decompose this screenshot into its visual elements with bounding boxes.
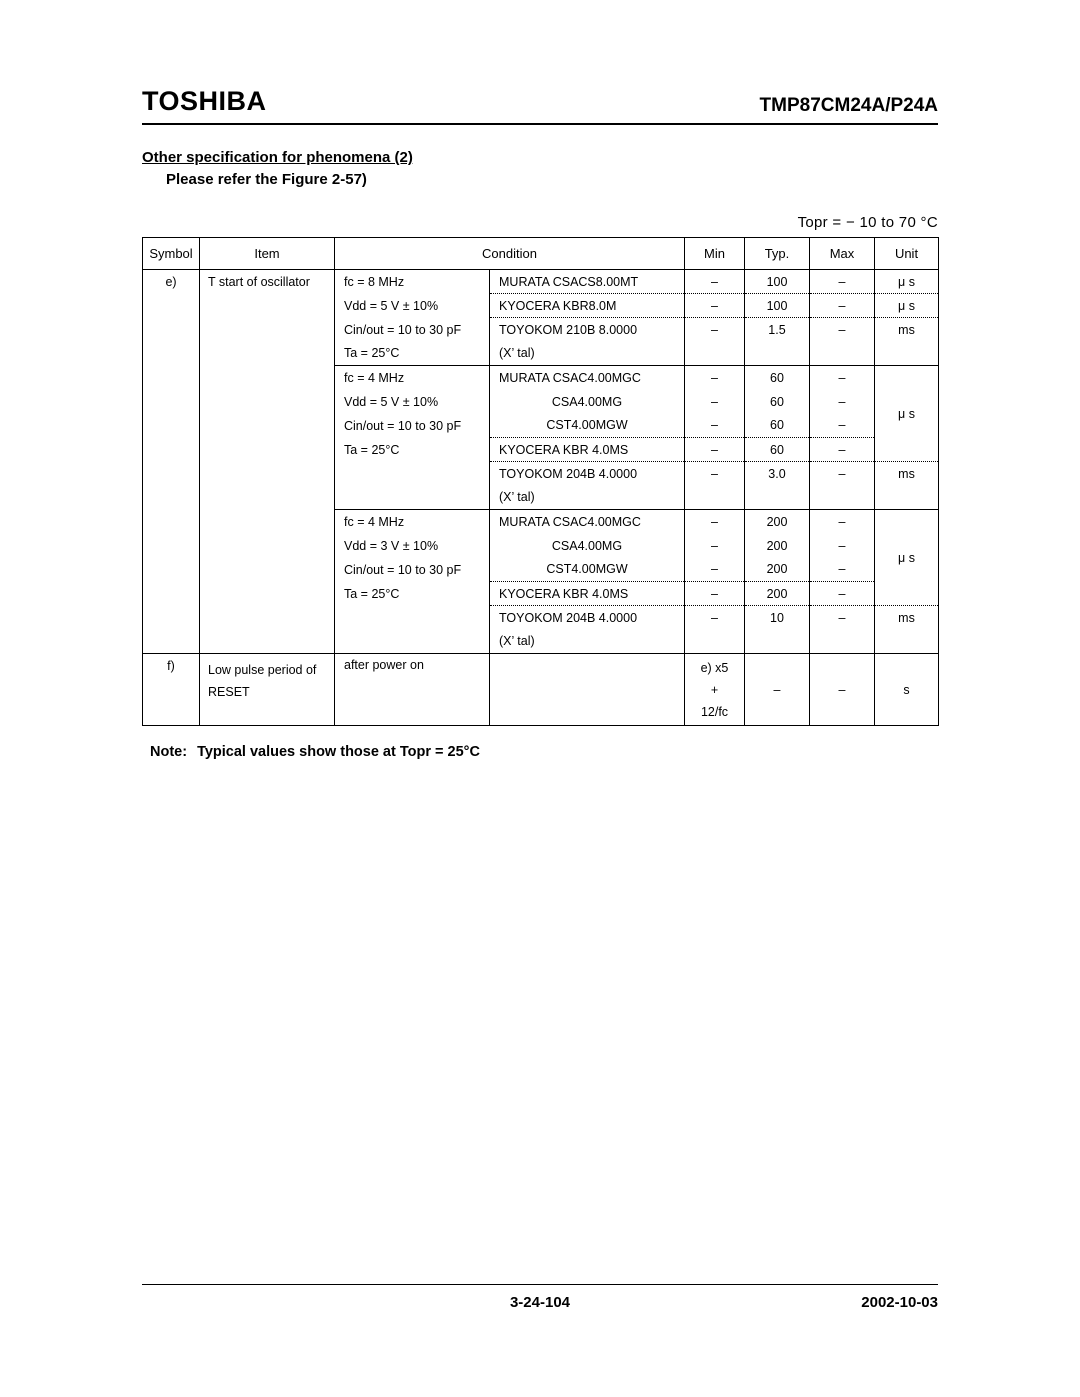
symbol-cell: e) bbox=[143, 270, 200, 654]
col-header-condition: Condition bbox=[335, 238, 685, 270]
typ-cell: 60 bbox=[745, 390, 810, 414]
min-cell bbox=[685, 342, 745, 366]
item-line: Low pulse period of bbox=[208, 663, 317, 677]
typ-cell bbox=[745, 486, 810, 510]
condition-cell: Ta = 25°C bbox=[335, 582, 490, 606]
max-cell: – bbox=[810, 366, 875, 390]
item-cell: T start of oscillator bbox=[200, 270, 335, 654]
typ-cell: 200 bbox=[745, 558, 810, 582]
condition-cell: fc = 8 MHz bbox=[335, 270, 490, 294]
brand-logo: TOSHIBA bbox=[142, 86, 267, 116]
typ-cell: 200 bbox=[745, 534, 810, 558]
condition-cell bbox=[335, 462, 490, 486]
max-cell: – bbox=[810, 270, 875, 294]
col-header-min: Min bbox=[685, 238, 745, 270]
min-line: e) x5 bbox=[700, 660, 729, 675]
typ-cell: 60 bbox=[745, 414, 810, 438]
max-cell: – bbox=[810, 294, 875, 318]
min-cell: – bbox=[685, 558, 745, 582]
max-cell: – bbox=[810, 318, 875, 342]
note-label: Note: bbox=[150, 744, 188, 760]
unit-cell: μ s bbox=[875, 366, 939, 462]
part-cell: CSA4.00MG bbox=[490, 534, 685, 558]
part-cell bbox=[490, 654, 685, 726]
min-cell: – bbox=[685, 510, 745, 534]
min-cell: – bbox=[685, 582, 745, 606]
part-cell: KYOCERA KBR 4.0MS bbox=[490, 438, 685, 462]
part-cell: CST4.00MGW bbox=[490, 558, 685, 582]
min-cell: – bbox=[685, 414, 745, 438]
min-line: + bbox=[710, 682, 719, 697]
unit-cell: μ s bbox=[875, 294, 939, 318]
max-cell: – bbox=[810, 534, 875, 558]
footer-rule bbox=[142, 1284, 938, 1285]
min-cell: – bbox=[685, 462, 745, 486]
item-line: RESET bbox=[208, 685, 250, 699]
part-cell: KYOCERA KBR8.0M bbox=[490, 294, 685, 318]
note-text: Typical values show those at Topr = 25°C bbox=[197, 744, 480, 760]
col-header-typ: Typ. bbox=[745, 238, 810, 270]
part-cell: MURATA CSACS8.00MT bbox=[490, 270, 685, 294]
table-note bbox=[150, 744, 938, 760]
part-cell: TOYOKOM 210B 8.0000 bbox=[490, 318, 685, 342]
section-subtitle: Please refer the Figure 2-57) bbox=[166, 171, 367, 188]
min-cell bbox=[685, 630, 745, 654]
col-header-unit: Unit bbox=[875, 238, 939, 270]
condition-cell: after power on bbox=[335, 654, 490, 726]
typ-cell: 10 bbox=[745, 606, 810, 630]
unit-cell bbox=[875, 342, 939, 366]
typ-cell: 100 bbox=[745, 270, 810, 294]
item-lines bbox=[208, 659, 329, 703]
min-cell: – bbox=[685, 294, 745, 318]
max-cell: – bbox=[810, 414, 875, 438]
part-number: TMP87CM24A/P24A bbox=[759, 95, 938, 116]
unit-cell: ms bbox=[875, 462, 939, 486]
min-cell: – bbox=[685, 270, 745, 294]
max-cell bbox=[810, 486, 875, 510]
part-cell: MURATA CSAC4.00MGC bbox=[490, 366, 685, 390]
part-cell: (X’ tal) bbox=[490, 630, 685, 654]
typ-cell: 1.5 bbox=[745, 318, 810, 342]
typ-cell: 200 bbox=[745, 510, 810, 534]
typ-cell: 100 bbox=[745, 294, 810, 318]
part-cell: TOYOKOM 204B 4.0000 bbox=[490, 606, 685, 630]
header-row bbox=[143, 238, 939, 270]
condition-cell: Cin/out = 10 to 30 pF bbox=[335, 318, 490, 342]
table-row bbox=[143, 270, 939, 294]
col-header-symbol: Symbol bbox=[143, 238, 200, 270]
topr-range: Topr = − 10 to 70 °C bbox=[797, 214, 938, 231]
part-cell: MURATA CSAC4.00MGC bbox=[490, 510, 685, 534]
section-title: Other specification for phenomena (2) bbox=[142, 149, 413, 166]
typ-cell: 3.0 bbox=[745, 462, 810, 486]
part-cell: CST4.00MGW bbox=[490, 414, 685, 438]
footer-row bbox=[142, 1294, 938, 1314]
part-cell: (X’ tal) bbox=[490, 486, 685, 510]
condition-cell: Vdd = 5 V ± 10% bbox=[335, 294, 490, 318]
min-formula bbox=[690, 657, 739, 723]
page-footer bbox=[142, 1284, 938, 1314]
min-cell: – bbox=[685, 606, 745, 630]
condition-cell bbox=[335, 486, 490, 510]
max-cell: – bbox=[810, 390, 875, 414]
condition-cell: Vdd = 3 V ± 10% bbox=[335, 534, 490, 558]
max-cell: – bbox=[810, 558, 875, 582]
part-cell: KYOCERA KBR 4.0MS bbox=[490, 582, 685, 606]
max-cell bbox=[810, 342, 875, 366]
max-cell bbox=[810, 630, 875, 654]
min-cell: – bbox=[685, 534, 745, 558]
condition-cell: fc = 4 MHz bbox=[335, 510, 490, 534]
condition-cell bbox=[335, 630, 490, 654]
typ-cell bbox=[745, 342, 810, 366]
min-cell: – bbox=[685, 390, 745, 414]
condition-cell: Ta = 25°C bbox=[335, 342, 490, 366]
condition-cell: Vdd = 5 V ± 10% bbox=[335, 390, 490, 414]
unit-cell bbox=[875, 630, 939, 654]
max-cell: – bbox=[810, 654, 875, 726]
col-header-item: Item bbox=[200, 238, 335, 270]
condition-cell: Cin/out = 10 to 30 pF bbox=[335, 414, 490, 438]
table-row bbox=[143, 654, 939, 726]
unit-cell: ms bbox=[875, 606, 939, 630]
part-cell: (X’ tal) bbox=[490, 342, 685, 366]
unit-cell: s bbox=[875, 654, 939, 726]
typ-cell: 60 bbox=[745, 438, 810, 462]
max-cell: – bbox=[810, 606, 875, 630]
unit-cell: μ s bbox=[875, 270, 939, 294]
masthead bbox=[142, 86, 938, 117]
symbol-cell: f) bbox=[143, 654, 200, 726]
max-cell: – bbox=[810, 510, 875, 534]
unit-cell: μ s bbox=[875, 510, 939, 606]
condition-cell: Cin/out = 10 to 30 pF bbox=[335, 558, 490, 582]
typ-cell: 60 bbox=[745, 366, 810, 390]
condition-cell: fc = 4 MHz bbox=[335, 366, 490, 390]
typ-cell: – bbox=[745, 654, 810, 726]
max-cell: – bbox=[810, 438, 875, 462]
unit-cell bbox=[875, 486, 939, 510]
spec-table bbox=[142, 237, 939, 726]
page-number: 3-24-104 bbox=[509, 1294, 571, 1311]
min-cell: – bbox=[685, 438, 745, 462]
typ-cell: 200 bbox=[745, 582, 810, 606]
min-cell bbox=[685, 654, 745, 726]
min-cell bbox=[685, 486, 745, 510]
header-rule bbox=[142, 123, 938, 125]
unit-cell: ms bbox=[875, 318, 939, 342]
col-header-max: Max bbox=[810, 238, 875, 270]
condition-cell: Ta = 25°C bbox=[335, 438, 490, 462]
min-cell: – bbox=[685, 366, 745, 390]
footer-date: 2002-10-03 bbox=[861, 1294, 938, 1311]
item-cell bbox=[200, 654, 335, 726]
min-cell: – bbox=[685, 318, 745, 342]
max-cell: – bbox=[810, 582, 875, 606]
condition-cell bbox=[335, 606, 490, 630]
typ-cell bbox=[745, 630, 810, 654]
part-cell: CSA4.00MG bbox=[490, 390, 685, 414]
max-cell: – bbox=[810, 462, 875, 486]
min-line: 12/fc bbox=[700, 704, 729, 719]
part-cell: TOYOKOM 204B 4.0000 bbox=[490, 462, 685, 486]
